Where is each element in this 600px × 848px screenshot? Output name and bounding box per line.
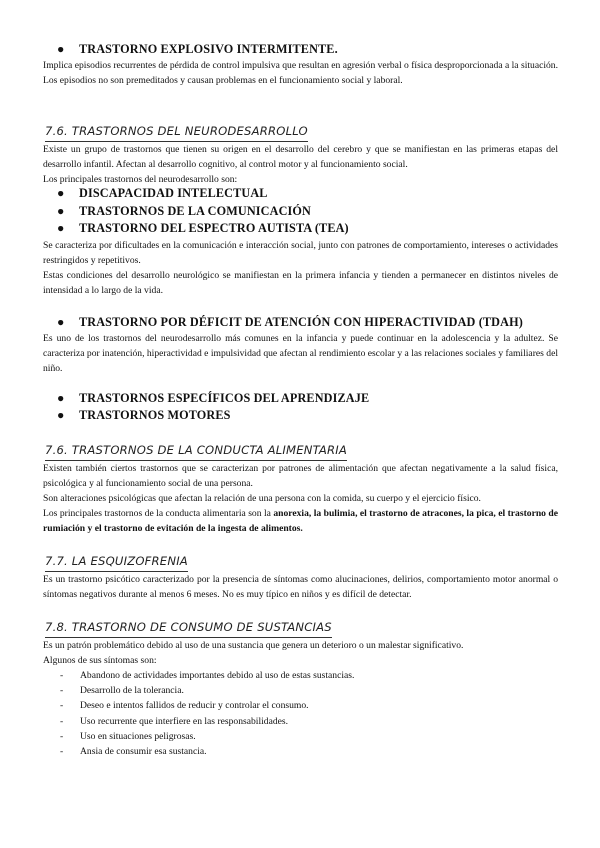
bullet-icon: ● [57, 221, 65, 235]
heading-tdah-text: TRASTORNO POR DÉFICIT DE ATENCIÓN CON HIPERACTIVIDAD (TDAH) [79, 315, 523, 329]
section-title-schizo-text: 7.7. LA ESQUIZOFRENIA [45, 554, 188, 568]
bullet-icon: ● [57, 204, 65, 218]
list-item [57, 204, 311, 219]
paragraph-explosive: Implica episodios recurrentes de pérdida de control impulsiva que resultan en agresión verbal o física desproporcionada a la situación. Los episodios no son premeditados y causan problemas en el funcionamiento social y laboral. [43, 60, 558, 87]
heading-tdah [57, 315, 523, 330]
list-item [57, 186, 268, 201]
heading-explosive [57, 42, 338, 57]
list-item [60, 714, 354, 729]
eating-disorders-list: anorexia, la bulimia, el trastorno de atracones, la pica, el trastorno de rumiación y el trastorno de evitación de la ingesta de alimentos. [43, 508, 558, 535]
paragraph-substance: Es un patrón problemático debido al uso de una sustancia que genera un deterioro o un malestar significativo. [43, 640, 464, 651]
list-item [60, 729, 354, 744]
list-item-text: DISCAPACIDAD INTELECTUAL [79, 186, 268, 200]
dash-icon: - [60, 670, 64, 681]
paragraph-neurodev-intro: Existe un grupo de trastornos que tienen su origen en el desarrollo del cerebro y que se manifiestan en las primeras etapas del desarrollo infantil. Afectan al desarrollo cognitivo, al control motor y al funcionamiento social. [43, 144, 558, 171]
list-item-text: TRASTORNOS ESPECÍFICOS DEL APRENDIZAJE [79, 391, 370, 405]
list-item [57, 408, 231, 423]
list-item [60, 668, 354, 683]
section-title-neurodev-text: 7.6. TRASTORNOS DEL NEURODESARROLLO [45, 124, 308, 138]
list-item-text: TRASTORNOS MOTORES [79, 408, 231, 422]
list-item [57, 221, 349, 236]
paragraph-eating-3 [43, 506, 558, 536]
dash-icon: - [60, 715, 64, 727]
section-title-eating-text: 7.6. TRASTORNOS DE LA CONDUCTA ALIMENTARIA [45, 443, 347, 457]
symptom-list [60, 668, 354, 759]
list-item-text: TRASTORNOS DE LA COMUNICACIÓN [79, 204, 311, 218]
bullet-icon: ● [57, 186, 65, 200]
paragraph-schizo: Es un trastorno psicótico caracterizado por la presencia de síntomas como alucinaciones, delirios, comportamiento motor anormal o síntomas negativos durante al menos 6 meses. No es muy típico en niños y es difícil de detectar. [43, 574, 558, 601]
paragraph-eating-3-start: Los principales trastornos de la conducta alimentaria son la [43, 508, 274, 519]
paragraph-tea-1: Se caracteriza por dificultades en la comunicación e interacción social, junto con patrones de comportamiento, intereses o actividades restringidos y repetitivos. [43, 240, 558, 267]
heading-explosive-text: TRASTORNO EXPLOSIVO INTERMITENTE. [79, 42, 338, 56]
bullet-icon: ● [57, 315, 65, 329]
paragraph-eating-1: Existen también ciertos trastornos que se caracterizan por patrones de alimentación que afectan negativamente a la salud física, psicológica y al funcionamiento social de una persona. [43, 463, 558, 490]
list-item [60, 744, 354, 759]
list-item-text: Abandono de actividades importantes debido al uso de estas sustancias. [80, 670, 355, 681]
dash-icon: - [60, 730, 64, 742]
paragraph-neurodev-list-intro: Los principales trastornos del neurodesarrollo son: [43, 174, 238, 185]
paragraph-tdah: Es uno de los trastornos del neurodesarrollo más comunes en la infancia y puede continuar en la adolescencia y la adultez. Se caracteriza por inatención, hiperactividad e impulsividad que afectan al rendimiento escolar y a las relaciones sociales y familiares del niño. [43, 333, 558, 375]
list-item-text: Ansia de consumir esa sustancia. [80, 746, 207, 758]
list-item-text: Deseo e intentos fallidos de reducir y controlar el consumo. [80, 700, 309, 712]
list-item [57, 391, 369, 406]
list-item-text: TRASTORNO DEL ESPECTRO AUTISTA (TEA) [79, 221, 349, 235]
paragraph-tea-2: Estas condiciones del desarrollo neurológico se manifiestan en la primera infancia y tienden a permanecer en distintos niveles de intensidad a lo largo de la vida. [43, 270, 558, 297]
bullet-icon: ● [57, 408, 65, 422]
section-title-substance-text: 7.8. TRASTORNO DE CONSUMO DE SUSTANCIAS [45, 620, 332, 634]
list-item [60, 683, 354, 698]
dash-icon: - [60, 700, 64, 712]
dash-icon: - [60, 746, 64, 758]
paragraph-eating-2: Son alteraciones psicológicas que afectan la relación de una persona con la comida, su cuerpo y el ejercicio físico. [43, 493, 481, 504]
list-item-text: Uso en situaciones peligrosas. [80, 730, 196, 742]
section-title-eating [45, 443, 347, 457]
section-title-schizo [45, 554, 188, 568]
bullet-icon: ● [57, 42, 65, 56]
list-item-text: Desarrollo de la tolerancia. [80, 685, 184, 697]
list-item-text: Uso recurrente que interfiere en las responsabilidades. [80, 715, 289, 727]
bullet-icon: ● [57, 391, 65, 405]
dash-icon: - [60, 685, 64, 697]
section-title-neurodev [45, 124, 308, 138]
list-item [60, 698, 354, 713]
section-title-substance [45, 620, 332, 634]
paragraph-substance-list-intro: Algunos de sus síntomas son: [43, 655, 157, 666]
